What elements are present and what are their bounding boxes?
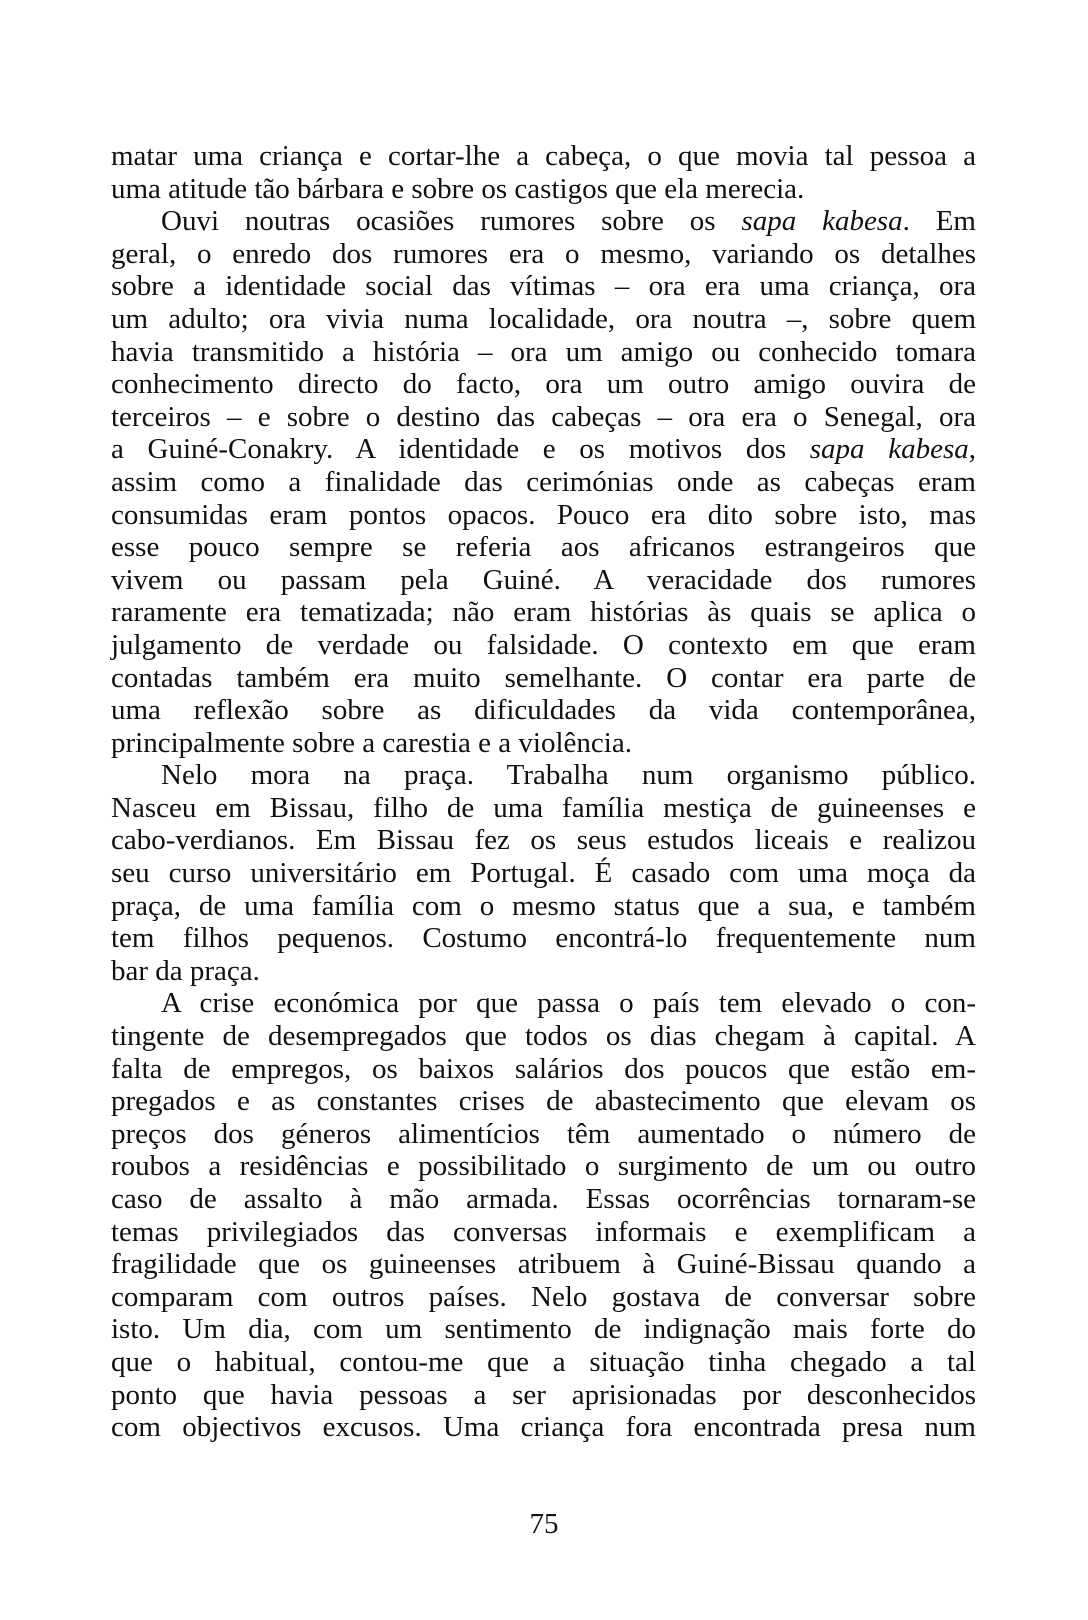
text-line: fragilidade que os guineenses atribuem à Guiné-Bissau quando a [111,1248,976,1281]
text-line [111,205,976,238]
text-line: principalmente sobre a carestia e a violência. [111,726,632,759]
text-line: tingente de desempregados que todos os dias chegam à capital. A [111,1020,976,1053]
text-line: geral, o enredo dos rumores era o mesmo, variando os detalhes [111,237,976,270]
text-line: temas privilegiados das conversas informais e exemplificam a [111,1215,976,1248]
text-line: Nasceu em Bissau, filho de uma família mestiça de guineenses e [111,791,976,824]
text-line: isto. Um dia, com um sentimento de indignação mais forte do [111,1313,976,1346]
text-line: julgamento de verdade ou falsidade. O contexto em que eram [111,628,976,661]
text-span: . Em [902,205,976,238]
text-line: assim como a finalidade das cerimónias onde as cabeças eram [111,465,976,498]
text-line: bar da praça. [111,954,260,987]
page-number: 75 [529,1508,559,1540]
text-line: que o habitual, contou-me que a situação tinha chegado a tal [111,1345,976,1378]
text-line: uma reflexão sobre as dificuldades da vida contemporânea, [111,694,976,727]
text-span: a Guiné-Conakry. A identidade e os motivos dos [111,433,810,466]
text-line: falta de empregos, os baixos salários dos poucos que estão em- [111,1052,976,1085]
text-line: cabo-verdianos. Em Bissau fez os seus estudos liceais e realizou [111,824,976,857]
italic-term: sapa kabesa [741,205,903,238]
text-line: caso de assalto à mão armada. Essas ocorrências tornaram-se [111,1183,976,1215]
text-line: comparam com outros países. Nelo gostava de conversar sobre [111,1280,976,1313]
text-span: , [968,433,976,466]
text-line: sobre a identidade social das vítimas – ora era uma criança, ora [111,270,976,303]
text-line: seu curso universitário em Portugal. É casado com uma moça da [111,857,976,890]
text-line: um adulto; ora vivia numa localidade, ora noutra –, sobre quem [111,302,976,335]
text-line: esse pouco sempre se referia aos africanos estrangeiros que [111,531,976,564]
text-line: vivem ou passam pela Guiné. A veracidade dos rumores [111,563,976,596]
text-line: matar uma criança e cortar-lhe a cabeça, o que movia tal pessoa a [111,140,976,172]
text-line: ponto que havia pessoas a ser aprisionadas por desconhecidos [111,1378,976,1411]
text-line: raramente era tematizada; não eram histórias às quais se aplica o [111,596,976,629]
text-line: Nelo mora na praça. Trabalha num organismo público. [161,759,976,792]
text-line: contadas também era muito semelhante. O contar era parte de [111,661,976,694]
text-line: consumidas eram pontos opacos. Pouco era dito sobre isto, mas [111,498,976,531]
text-line: com objectivos excusos. Uma criança fora encontrada presa num [111,1411,976,1444]
text-line [111,433,976,466]
text-line: preços dos géneros alimentícios têm aumentado o número de [111,1117,976,1150]
body-text [111,140,976,1444]
text-line: tem filhos pequenos. Costumo encontrá-lo frequentemente num [111,922,976,955]
text-line: havia transmitido a história – ora um amigo ou conhecido tomara [111,335,976,368]
text-line: conhecimento directo do facto, ora um outro amigo ouvira de [111,368,976,401]
text-line: A crise económica por que passa o país tem elevado o con- [161,987,976,1020]
italic-term: sapa kabesa [809,433,969,466]
text-line: roubos a residências e possibilitado o surgimento de um ou outro [111,1150,976,1183]
text-line: praça, de uma família com o mesmo status que a sua, e também [111,889,976,922]
text-line: pregados e as constantes crises de abastecimento que elevam os [111,1085,976,1118]
text-span: Ouvi noutras ocasiões rumores sobre os [161,205,742,238]
text-line: terceiros – e sobre o destino das cabeças – ora era o Senegal, ora [111,400,976,433]
text-line: uma atitude tão bárbara e sobre os castigos que ela merecia. [111,172,805,205]
